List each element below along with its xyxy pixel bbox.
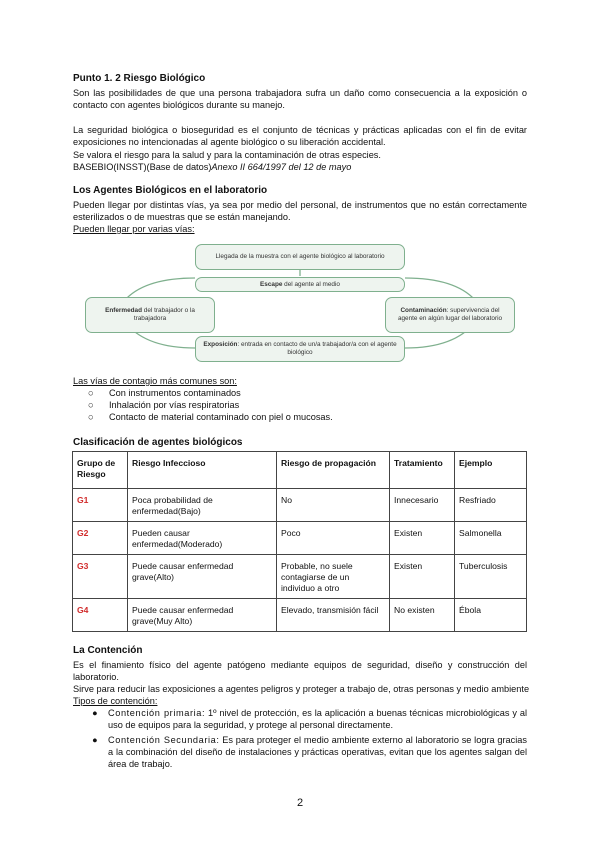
contencion-list [92, 707, 527, 770]
paragraph-contencion: Es el finamiento físico del agente patógeno mediante equipos de seguridad, diseño y construcción del laboratorio. [73, 660, 527, 682]
paragraph-vias: Pueden llegar por distintas vías, ya sea por medio del personal, de instrumentos que no están correctamente esterilizados o de muestras que se están manejando. [73, 200, 527, 222]
header-riesgo-infeccioso: Riesgo Infeccioso [128, 452, 277, 489]
diagram-box-enfermedad [85, 297, 215, 333]
ejemplo-cell: Salmonella [455, 522, 527, 555]
primaria-label: Contención primaria: [108, 708, 206, 718]
table-row [73, 522, 527, 555]
diagram-box-exposicion [195, 336, 405, 362]
header-grupo: Grupo de Riesgo [73, 452, 128, 489]
paragraph-tipos: Tipos de contención: [73, 696, 158, 706]
section-title-clasificacion: Clasificación de agentes biológicos [73, 437, 243, 448]
propagacion-cell: No [277, 489, 390, 522]
propagacion-cell: Probable, no suele contagiarse de un individuo a otro [277, 555, 390, 599]
diagram-escape-text: Escape del agente al medio [260, 280, 340, 288]
header-riesgo-propagacion: Riesgo de propagación [277, 452, 390, 489]
diagram-llegada-text: Llegada de la muestra con el agente biológico al laboratorio [215, 253, 385, 260]
paragraph-basebio [73, 161, 527, 173]
section-title-riesgo: Punto 1. 2 Riesgo Biológico [73, 73, 206, 84]
table-row [73, 599, 527, 632]
primaria-text: 1º nivel de protección, es la aplicación a buenas técnicas microbiológicas y al uso de equipos para la seguridad, y protege al personal directamente. [108, 708, 528, 730]
basebio-text: BASEBIO(INSST)(Base de datos) [73, 162, 212, 172]
table-row [73, 489, 527, 522]
section-title-agentes: Los Agentes Biológicos en el laboratorio [73, 185, 268, 196]
paragraph-valoracion: Se valora el riesgo para la salud y para la contaminación de otras especies. [73, 150, 381, 160]
vias-item: ○ Contacto de material contaminado con piel o mucosas. [88, 412, 333, 422]
contencion-item-secundaria: ● Contención Secundaria: Es para proteger el medio ambiente externo al laboratorio se logra gracias a la combinación del diseño de instalaciones y prácticas operativas, evitan que los agentes salgan del área de trabajo. [92, 735, 527, 769]
infeccioso-cell: Puede causar enfermedad grave(Alto) [128, 555, 277, 599]
header-tratamiento: Tratamiento [390, 452, 455, 489]
paragraph-varias-vias: Pueden llegar por varias vías: [73, 224, 195, 234]
vias-item: ○ Inhalación por vías respiratorias [88, 400, 240, 410]
ejemplo-cell: Ébola [455, 599, 527, 632]
clasificacion-table [72, 451, 527, 632]
ejemplo-cell: Resfriado [455, 489, 527, 522]
tratamiento-cell: Innecesario [390, 489, 455, 522]
secundaria-label: Contención Secundaria: [108, 735, 220, 745]
paragraph-sirve: Sirve para reducir las exposiciones a agentes peligros y proteger a trabajo de, otras personas y medio ambiente [73, 684, 530, 694]
tratamiento-cell: No existen [390, 599, 455, 632]
group-cell: G1 [73, 489, 128, 522]
diagram-box-contaminacion [385, 297, 515, 333]
infeccioso-cell: Poca probabilidad de enfermedad(Bajo) [128, 489, 277, 522]
group-cell: G4 [73, 599, 128, 632]
tratamiento-cell: Existen [390, 522, 455, 555]
propagacion-cell: Elevado, transmisión fácil [277, 599, 390, 632]
diagram-contaminacion-text: Contaminación: supervivencia del agente en algún lugar del laboratorio [397, 307, 503, 322]
infeccioso-cell: Puede causar enfermedad grave(Muy Alto) [128, 599, 277, 632]
diagram-exposicion-text: Exposición: entrada en contacto de un/a trabajador/a con el agente biológico [203, 341, 397, 356]
group-cell: G2 [73, 522, 128, 555]
page-number: 2 [296, 797, 304, 809]
propagacion-cell: Poco [277, 522, 390, 555]
anexo-text: Anexo II 664/1997 del 12 de mayo [211, 162, 352, 172]
contagion-diagram [85, 240, 515, 365]
tratamiento-cell: Existen [390, 555, 455, 599]
vias-list [88, 387, 333, 423]
ejemplo-cell: Tuberculosis [455, 555, 527, 599]
vias-title: Las vías de contagio más comunes son: [73, 376, 237, 386]
section-title-contencion: La Contención [73, 645, 143, 656]
paragraph-bioseguridad: La seguridad biológica o bioseguridad es el conjunto de técnicas y prácticas aplicadas con el fin de evitar exposiciones no intencionadas al agente biológico o su liberación accidental. [73, 125, 527, 147]
vias-item: ○ Con instrumentos contaminados [88, 388, 241, 398]
diagram-box-llegada [195, 244, 405, 270]
secundaria-text: Es para proteger el medio ambiente externo al laboratorio se logra gracias a la combinación del diseño de instalaciones y prácticas operativas, evitan que los agentes salgan del área de trabajo. [108, 735, 527, 769]
paragraph-definition: Son las posibilidades de que una persona trabajadora sufra un daño como consecuencia a la exposición o contacto con agentes biológicos durante su manejo. [73, 88, 527, 110]
header-ejemplo: Ejemplo [455, 452, 527, 489]
diagram-enfermedad-text: Enfermedad del trabajador o la trabajadora [105, 307, 195, 322]
table-row [73, 555, 527, 599]
infeccioso-cell: Pueden causar enfermedad(Moderado) [128, 522, 277, 555]
group-cell: G3 [73, 555, 128, 599]
table-header-row [73, 452, 527, 489]
diagram-box-escape [195, 277, 405, 292]
contencion-item-primaria: ● Contención primaria: 1º nivel de protección, es la aplicación a buenas técnicas microbiológicas y al uso de equipos para la seguridad, y protege al personal directamente. [92, 708, 528, 730]
